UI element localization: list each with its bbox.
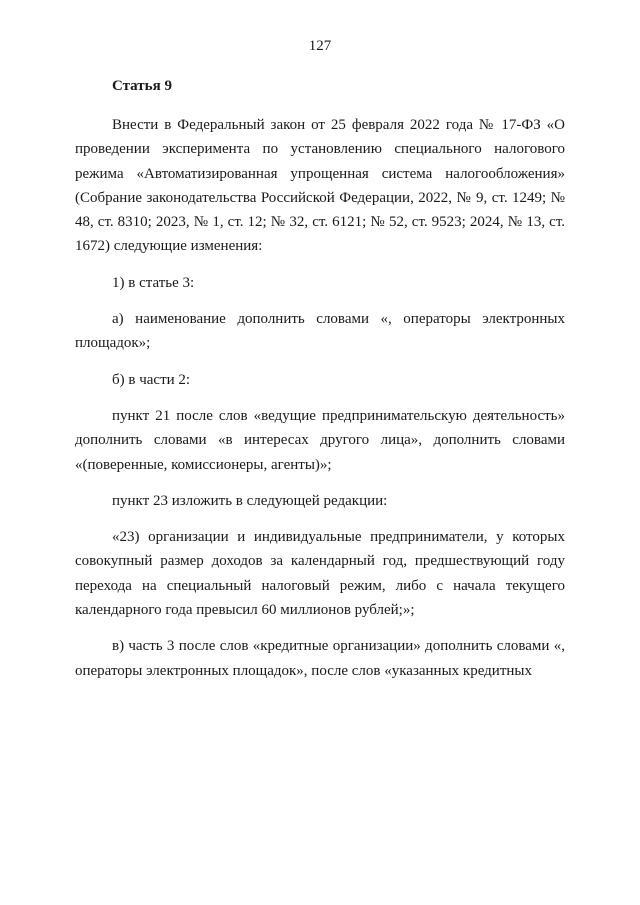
- paragraph-point-23-text: «23) организации и индивидуальные предприниматели, у которых совокупный размер доходов за календарный год, предшествующий году перехода на специальный налоговый режим, либо с начала текущего календарного года превысил 60 миллионов рублей;»;: [75, 529, 565, 619]
- paragraph-subitem-v: в) часть 3 после слов «кредитные организации» дополнить словами «, операторы электронных площадок», после слов «указанных кредитных: [75, 638, 565, 679]
- article-title: Статья 9: [112, 78, 172, 94]
- paragraph-intro: Внести в Федеральный закон от 25 февраля 2022 года № 17-ФЗ «О проведении эксперимента по установлению специального налогового режима «Автоматизированная упрощенная система налогообложения» (Собрание законодательства Российской Федерации, 2022, № 9, ст. 1249; № 48, ст. 8310; 2023, № 1, ст. 12; № 32, ст. 6121; № 52, ст. 9523; 2024, № 13, ст. 1672) следующие изменения:: [75, 117, 565, 255]
- page-number: 127: [308, 38, 332, 54]
- paragraph-subitem-a: а) наименование дополнить словами «, операторы электронных площадок»;: [75, 311, 565, 352]
- paragraph-point-21: пункт 21 после слов «ведущие предпринимательскую деятельность» дополнить словами «в интересах другого лица», дополнить словами «(поверенные, комиссионеры, агенты)»;: [75, 407, 565, 473]
- document-body: [75, 113, 565, 683]
- paragraph-point-23-intro: пункт 23 изложить в следующей редакции:: [112, 492, 388, 509]
- paragraph-subitem-b: б) в части 2:: [112, 371, 191, 388]
- paragraph-item-1: 1) в статье 3:: [112, 274, 195, 291]
